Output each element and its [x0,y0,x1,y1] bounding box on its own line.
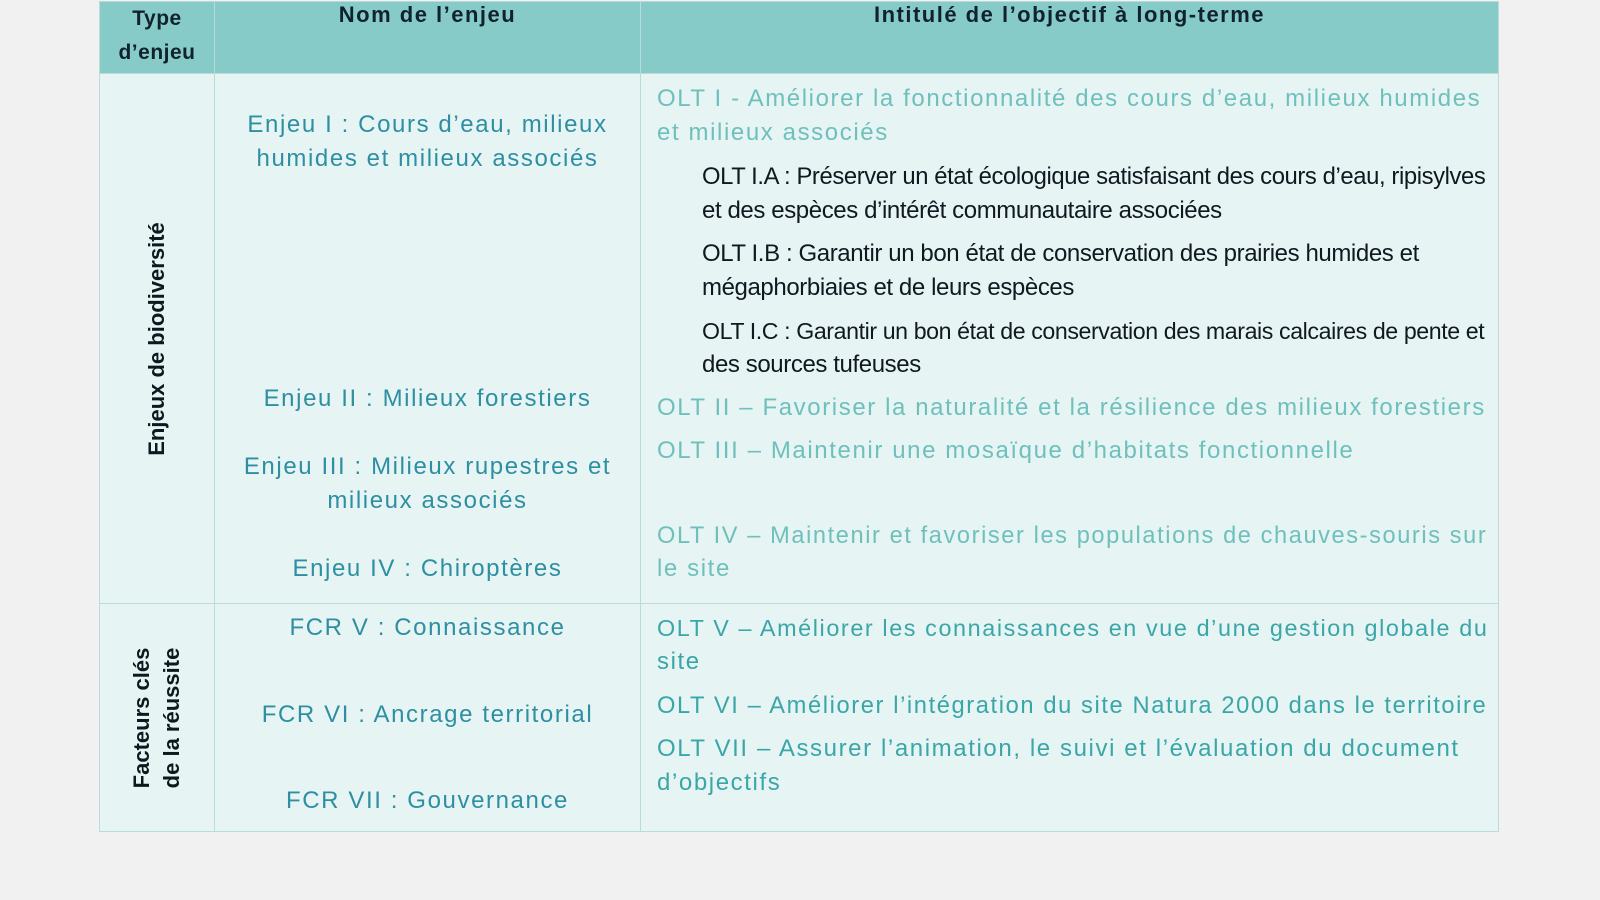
objective-olt-1-line2: et milieux associés [657,119,889,147]
issue-names-biodiversity [215,74,641,604]
group-label-success-factors [127,647,187,788]
objective-olt-5 [657,611,1488,679]
objective-olt-4-line1: OLT IV – Maintenir et favoriser les populations de chauves-souris sur [657,522,1488,549]
objective-olt-5-line2: site [657,648,701,676]
issue-enjeu-3-line2: milieux associés [327,487,528,515]
header-type-line2: d’enjeu [118,41,196,64]
issue-fcr-6: FCR VI : Ancrage territorial [261,701,594,729]
issue-names-success-factors [215,604,641,832]
issue-enjeu-1 [215,108,640,176]
objective-olt-4 [657,518,1487,586]
objective-olt-1b [702,237,1419,305]
success-factors-row [100,604,1499,832]
objective-olt-1a-line1: OLT I.A : Préserver un état écologique satisfaisant des cours d’eau, ripisylves [702,163,1486,191]
issue-fcr-5: FCR V : Connaissance [289,614,566,642]
header-objective: Intitulé de l’objectif à long-terme [641,2,1499,74]
objective-olt-1 [657,82,1481,150]
objective-olt-1c-line2: des sources tufeuses [702,351,921,379]
objective-olt-1c [702,314,1484,382]
objective-olt-1-line1: OLT I - Améliorer la fonctionnalité des cours d’eau, milieux humides [657,85,1482,113]
objective-olt-3: OLT III – Maintenir une mosaïque d’habitats fonctionnelle [657,437,1355,465]
objective-olt-7-line1: OLT VII – Assurer l’animation, le suivi et l’évaluation du document [657,735,1460,763]
header-type [100,2,215,74]
group-label-fcr-line1: Facteurs clés [129,647,154,789]
biodiversity-row [100,74,1499,604]
group-cell-biodiversity [100,74,215,604]
issue-enjeu-3 [215,450,640,518]
objective-olt-1c-line1: OLT I.C : Garantir un bon état de conservation des marais calcaires de pente et [702,318,1485,345]
issue-enjeu-2: Enjeu II : Milieux forestiers [263,385,592,413]
issue-enjeu-3-line1: Enjeu III : Milieux rupestres et [243,453,612,481]
issue-enjeu-1-line1: Enjeu I : Cours d’eau, milieux [247,111,608,139]
objective-olt-5-line1: OLT V – Améliorer les connaissances en vue d’une gestion globale du [657,615,1489,642]
header-type-line1: Type [132,7,182,30]
issue-fcr-7: FCR VII : Gouvernance [285,787,570,815]
header-row [100,2,1499,74]
objective-olt-1a-line2: et des espèces d’intérêt communautaire associées [702,197,1222,225]
group-label-fcr-line2: de la réussite [159,647,184,789]
objective-olt-7-line2: d’objectifs [657,769,782,797]
objectives-success-factors [641,604,1499,832]
objective-olt-1a [702,160,1485,228]
objective-olt-4-line2: le site [657,555,731,583]
objective-olt-6: OLT VI – Améliorer l’intégration du site Natura 2000 dans le territoire [657,693,1488,720]
issue-enjeu-1-line2: humides et milieux associés [256,145,599,173]
objectives-biodiversity [641,74,1499,604]
objective-olt-7 [657,732,1460,800]
issue-enjeu-4: Enjeu IV : Chiroptères [292,555,563,583]
objective-olt-1b-line1: OLT I.B : Garantir un bon état de conservation des prairies humides et [702,240,1419,268]
group-cell-success-factors [100,604,215,832]
objective-olt-1b-line2: mégaphorbiaies et de leurs espèces [702,274,1074,302]
objective-olt-2: OLT II – Favoriser la naturalité et la résilience des milieux forestiers [657,394,1486,422]
header-issue-name: Nom de l’enjeu [215,2,641,74]
group-label-biodiversity [142,222,172,456]
group-label-biodiversity-text: Enjeux de biodiversité [144,222,169,456]
objectives-table [99,1,1499,832]
